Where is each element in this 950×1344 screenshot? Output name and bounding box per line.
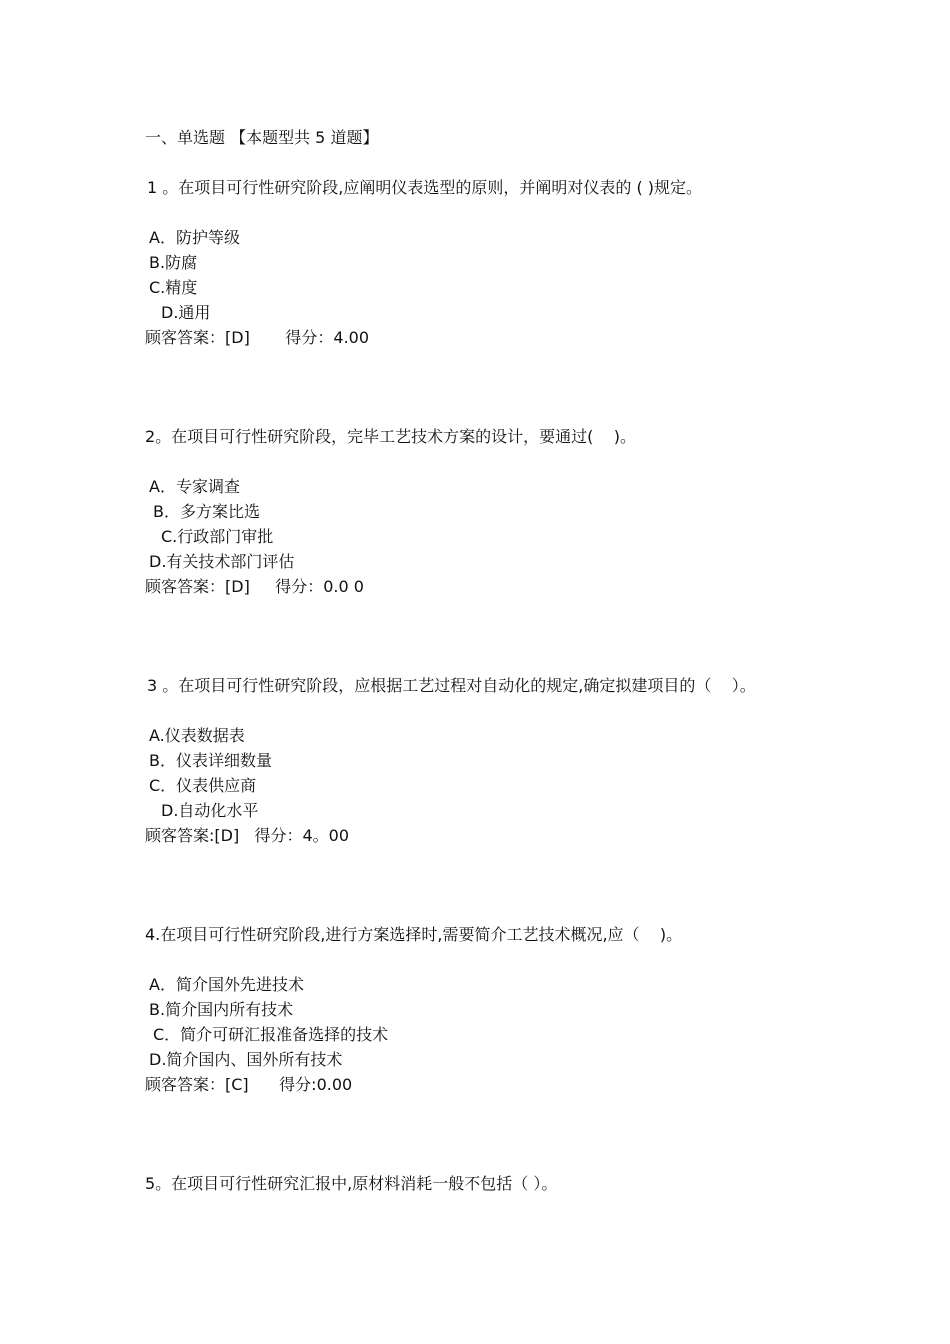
question-1-answer: 顾客答案：[D] 得分：4.00 — [145, 328, 370, 347]
question-3-option-d: D.自动化水平 — [161, 801, 259, 820]
question-3-option-a: A.仪表数据表 — [149, 726, 245, 745]
question-4-option-b: B.简介国内所有技术 — [149, 1000, 294, 1019]
section-title: 一、单选题 【本题型共 5 道题】 — [145, 128, 379, 147]
question-2-option-b: B．多方案比选 — [153, 502, 260, 521]
question-1-stem: 1 。在项目可行性研究阶段,应阐明仪表选型的原则，并阐明对仪表的 ( )规定。 — [147, 178, 703, 197]
question-1-option-c: C.精度 — [149, 278, 198, 297]
question-4-stem: 4.在项目可行性研究阶段,进行方案选择时,需要简介工艺技术概况,应（ )。 — [145, 925, 683, 944]
question-2-option-c: C.行政部门审批 — [161, 527, 274, 546]
question-2-stem: 2。在项目可行性研究阶段，完毕工艺技术方案的设计，要通过( )。 — [145, 427, 637, 446]
question-4-option-d: D.简介国内、国外所有技术 — [149, 1050, 343, 1069]
question-5-stem: 5。在项目可行性研究汇报中,原材料消耗一般不包括（ ）。 — [145, 1174, 558, 1193]
question-1-option-b: B.防腐 — [149, 253, 198, 272]
question-1-option-d: D.通用 — [161, 303, 211, 322]
question-2-option-d: D.有关技术部门评估 — [149, 552, 295, 571]
question-4-answer: 顾客答案：[C] 得分:0.00 — [145, 1075, 353, 1094]
question-3-stem: 3 。在项目可行性研究阶段，应根据工艺过程对自动化的规定,确定拟建项目的（ ）。 — [147, 676, 756, 695]
question-4-option-a: A．简介国外先进技术 — [149, 975, 304, 994]
question-3-option-b: B．仪表详细数量 — [149, 751, 272, 770]
question-1-option-a: A．防护等级 — [149, 228, 240, 247]
question-3-answer: 顾客答案:[D] 得分：4。00 — [145, 826, 349, 845]
question-2-answer: 顾客答案：[D] 得分：0.0 0 — [145, 577, 364, 596]
question-3-option-c: C．仪表供应商 — [149, 776, 257, 795]
question-2-option-a: A．专家调查 — [149, 477, 240, 496]
question-4-option-c: C．简介可研汇报准备选择的技术 — [153, 1025, 389, 1044]
